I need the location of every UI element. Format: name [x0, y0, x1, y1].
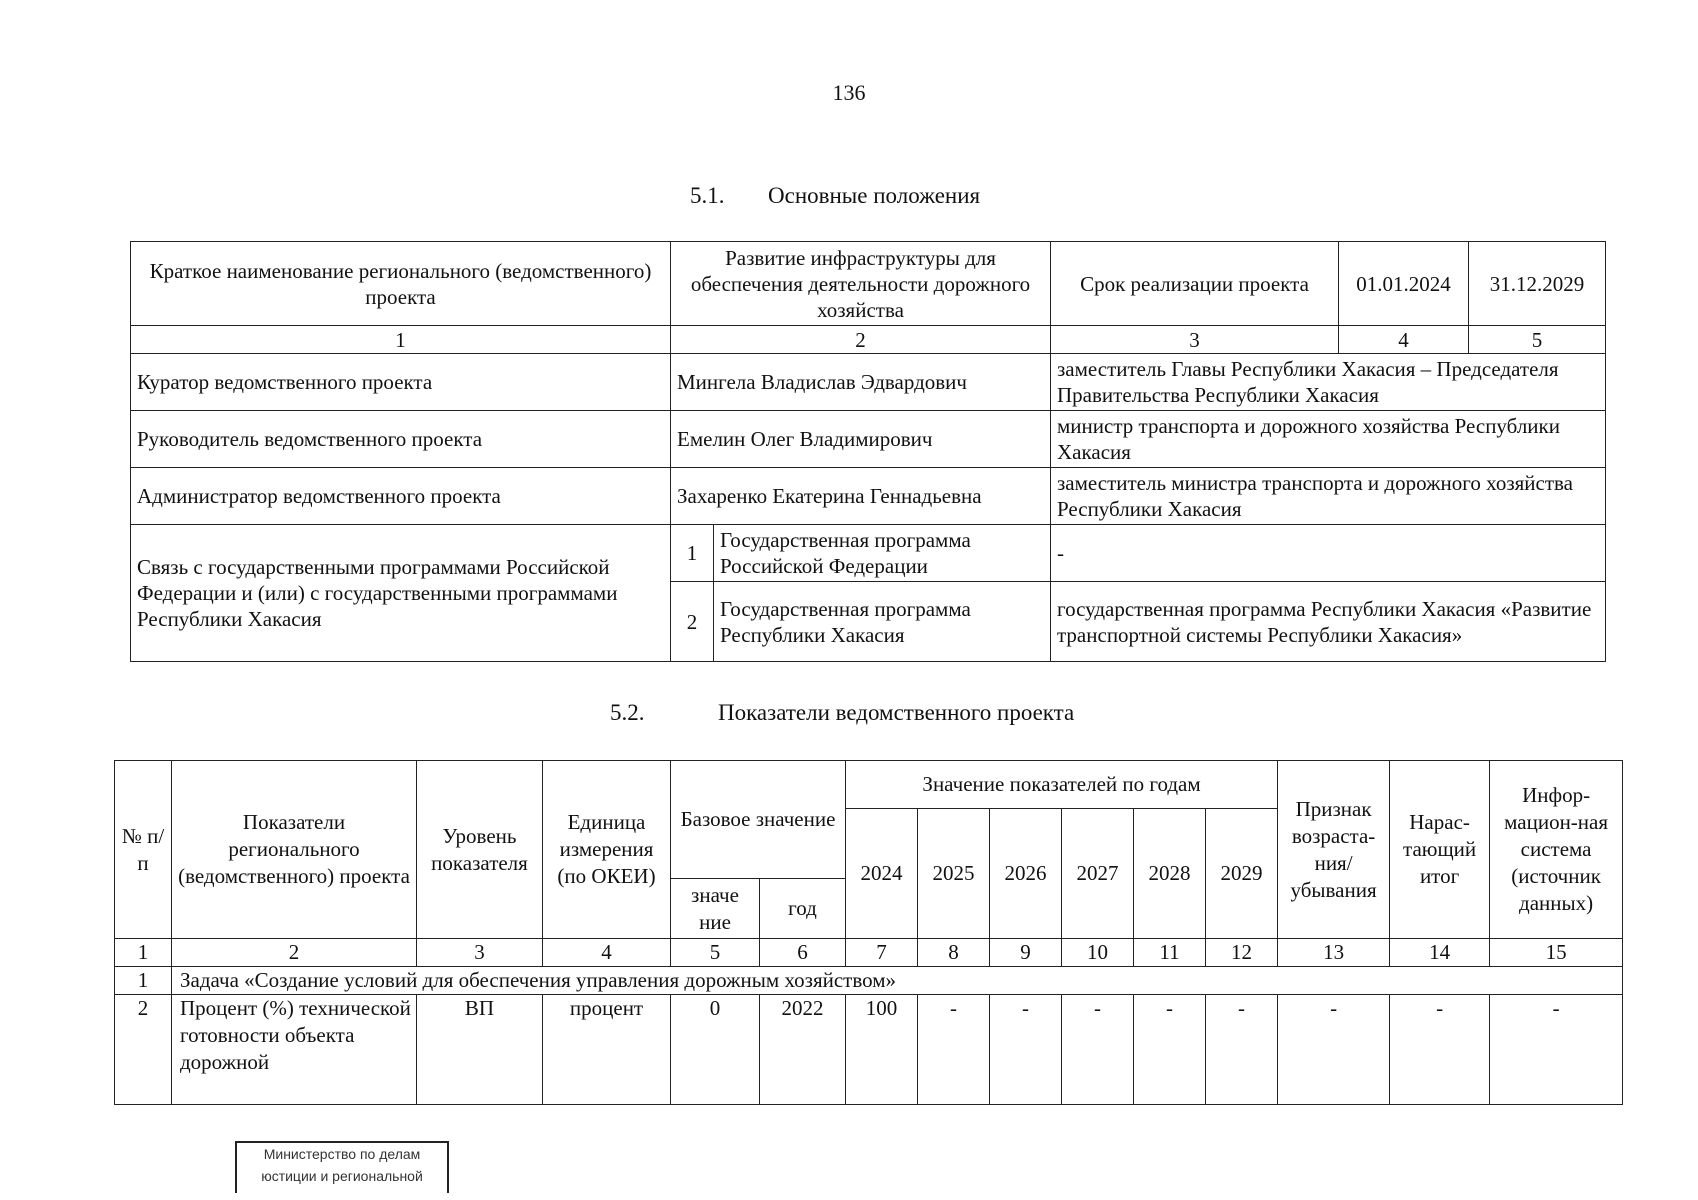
- section-heading: Показатели ведомственного проекта: [718, 700, 1075, 725]
- row-value-2026: -: [990, 995, 1062, 1105]
- short-name-label: Краткое наименование регионального (ведомственного) проекта: [131, 242, 671, 326]
- curator-position: заместитель Главы Республики Хакасия – Председателя Правительства Республики Хакасия: [1051, 354, 1606, 411]
- col-number: 13: [1278, 939, 1390, 967]
- row-base-value: 0: [671, 995, 760, 1105]
- section-number: 5.1.: [690, 183, 725, 208]
- col-number: 3: [417, 939, 543, 967]
- program-name: Государственная программа Республики Хакасия: [714, 582, 1051, 662]
- header-indicator: Показатели регионального (ведомственного) проекта: [172, 761, 417, 939]
- head-position: министр транспорта и дорожного хозяйства Республики Хакасия: [1051, 411, 1606, 468]
- admin-name: Захаренко Екатерина Геннадьевна: [671, 468, 1051, 525]
- header-year: 2027: [1062, 809, 1134, 939]
- col-number: 2: [671, 326, 1051, 354]
- header-num: № п/п: [115, 761, 172, 939]
- col-number: 1: [115, 939, 172, 967]
- col-number: 7: [846, 939, 918, 967]
- header-year: 2028: [1134, 809, 1206, 939]
- row-info-system: -: [1490, 995, 1623, 1105]
- col-number: 15: [1490, 939, 1623, 967]
- header-base-value: значе ние: [671, 879, 760, 939]
- task-number: 1: [115, 967, 172, 995]
- col-number: 4: [543, 939, 671, 967]
- curator-name: Мингела Владислав Эдвардович: [671, 354, 1051, 411]
- header-year: 2024: [846, 809, 918, 939]
- task-text: Задача «Создание условий для обеспечения управления дорожным хозяйством»: [172, 967, 1623, 995]
- registration-stamp: [235, 1141, 449, 1193]
- col-number: 14: [1390, 939, 1490, 967]
- col-number: 8: [918, 939, 990, 967]
- header-base: Базовое значение: [671, 761, 846, 879]
- col-number: 11: [1134, 939, 1206, 967]
- row-cumulative: -: [1390, 995, 1490, 1105]
- header-by-years: Значение показателей по годам: [846, 761, 1278, 809]
- head-label: Руководитель ведомственного проекта: [131, 411, 671, 468]
- row-trend: -: [1278, 995, 1390, 1105]
- head-name: Емелин Олег Владимирович: [671, 411, 1051, 468]
- header-info-system: Инфор-мацион-ная система (источник данных): [1490, 761, 1623, 939]
- stamp-line: Министерство по делам: [263, 1146, 421, 1162]
- header-year: 2025: [918, 809, 990, 939]
- row-value-2027: -: [1062, 995, 1134, 1105]
- header-trend: Признак возраста-ния/ убывания: [1278, 761, 1390, 939]
- admin-position: заместитель министра транспорта и дорожного хозяйства Республики Хакасия: [1051, 468, 1606, 525]
- stamp-line: юстиции и региональной: [261, 1168, 423, 1184]
- section-5-2-title: [610, 700, 1074, 726]
- header-cumulative: Нарас-тающий итог: [1390, 761, 1490, 939]
- row-indicator: Процент (%) технической готовности объекта дорожной: [172, 995, 417, 1105]
- header-year: 2029: [1206, 809, 1278, 939]
- row-value-2025: -: [918, 995, 990, 1105]
- programs-link-label: Связь с государственными программами Российской Федерации и (или) с государственными программами Республики Хакасия: [131, 525, 671, 662]
- row-value-2029: -: [1206, 995, 1278, 1105]
- start-date: 01.01.2024: [1339, 242, 1469, 326]
- end-date: 31.12.2029: [1469, 242, 1606, 326]
- col-number: 6: [760, 939, 846, 967]
- program-name: Государственная программа Российской Федерации: [714, 525, 1051, 582]
- program-row-number: 1: [671, 525, 714, 582]
- program-value: -: [1051, 525, 1606, 582]
- header-base-year: год: [760, 879, 846, 939]
- page-number: 136: [832, 80, 866, 105]
- row-value-2024: 100: [846, 995, 918, 1105]
- col-number: 3: [1051, 326, 1339, 354]
- col-number: 4: [1339, 326, 1469, 354]
- col-number: 1: [131, 326, 671, 354]
- project-name: Развитие инфраструктуры для обеспечения деятельности дорожного хозяйства: [671, 242, 1051, 326]
- row-base-year: 2022: [760, 995, 846, 1105]
- header-level: Уровень показателя: [417, 761, 543, 939]
- section-number: 5.2.: [610, 700, 645, 725]
- header-unit: Единица измерения (по ОКЕИ): [543, 761, 671, 939]
- program-value: государственная программа Республики Хакасия «Развитие транспортной системы Республики Хакасия»: [1051, 582, 1606, 662]
- col-number: 12: [1206, 939, 1278, 967]
- curator-label: Куратор ведомственного проекта: [131, 354, 671, 411]
- col-number: 10: [1062, 939, 1134, 967]
- indicators-table: [114, 760, 1623, 1105]
- section-heading: Основные положения: [768, 183, 981, 208]
- section-5-1-title: [690, 183, 980, 209]
- program-row-number: 2: [671, 582, 714, 662]
- col-number: 5: [671, 939, 760, 967]
- col-number: 9: [990, 939, 1062, 967]
- row-level: ВП: [417, 995, 543, 1105]
- row-unit: процент: [543, 995, 671, 1105]
- admin-label: Администратор ведомственного проекта: [131, 468, 671, 525]
- row-number: 2: [115, 995, 172, 1105]
- term-label: Срок реализации проекта: [1051, 242, 1339, 326]
- main-provisions-table: [130, 241, 1606, 662]
- col-number: 5: [1469, 326, 1606, 354]
- row-value-2028: -: [1134, 995, 1206, 1105]
- header-year: 2026: [990, 809, 1062, 939]
- col-number: 2: [172, 939, 417, 967]
